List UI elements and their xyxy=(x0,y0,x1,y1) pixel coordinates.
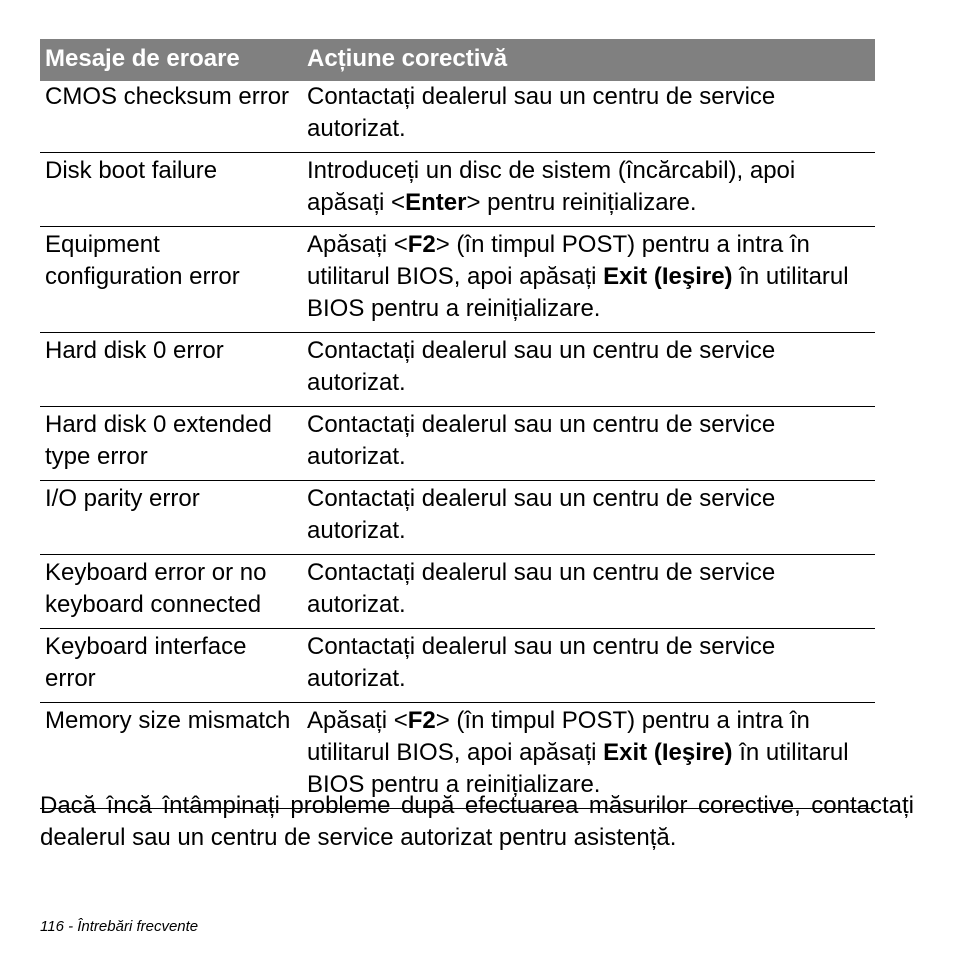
action-key-text: F2 xyxy=(407,707,436,734)
action-text: Apăsați < xyxy=(307,231,408,258)
action-text: > pentru reinițializare. xyxy=(466,189,697,216)
error-message-cell: Hard disk 0 extended type error xyxy=(40,407,302,481)
corrective-action-cell xyxy=(302,555,875,629)
action-text: Apăsați < xyxy=(307,707,408,734)
error-message-cell: Disk boot failure xyxy=(40,153,302,227)
action-text: Contactați dealerul sau un centru de service autorizat. xyxy=(307,83,776,142)
error-message-cell: CMOS checksum error xyxy=(40,81,302,153)
action-text: Contactați dealerul sau un centru de service autorizat. xyxy=(307,337,776,396)
action-key-text: F2 xyxy=(407,231,436,258)
error-message-cell: Equipment configuration error xyxy=(40,227,302,333)
table-row xyxy=(40,481,875,555)
corrective-action-cell xyxy=(302,153,875,227)
table-row xyxy=(40,555,875,629)
error-message-cell: I/O parity error xyxy=(40,481,302,555)
corrective-action-cell xyxy=(302,407,875,481)
action-key-text: Enter xyxy=(405,189,467,216)
table-header-row xyxy=(40,39,875,81)
action-key-text: Exit (Ieşire) xyxy=(603,263,733,290)
error-message-cell: Memory size mismatch xyxy=(40,703,302,809)
action-text: Introduceți un disc de sistem (încărcabil), apoi apăsați < xyxy=(307,157,796,216)
table-row xyxy=(40,153,875,227)
action-key-text: Exit (Ieşire) xyxy=(603,739,733,766)
corrective-action-cell xyxy=(302,333,875,407)
error-messages-table xyxy=(40,39,875,809)
action-text: Contactați dealerul sau un centru de service autorizat. xyxy=(307,559,776,618)
corrective-action-cell xyxy=(302,481,875,555)
table-row xyxy=(40,333,875,407)
action-text: > (în timpul POST) pentru a intra în utilitarul BIOS, apoi apăsați xyxy=(307,707,810,766)
page-footer: 116 - Întrebări frecvente xyxy=(40,918,199,935)
error-message-cell: Hard disk 0 error xyxy=(40,333,302,407)
corrective-action-cell xyxy=(302,629,875,703)
corrective-action-cell xyxy=(302,81,875,153)
table-body xyxy=(40,81,875,809)
action-text: Contactați dealerul sau un centru de service autorizat. xyxy=(307,411,776,470)
table-row xyxy=(40,407,875,481)
table-row xyxy=(40,81,875,153)
action-text: în utilitarul BIOS pentru a reinițializare. xyxy=(307,263,849,322)
action-text: > (în timpul POST) pentru a intra în utilitarul BIOS, apoi apăsați xyxy=(307,231,810,290)
error-message-cell: Keyboard interface error xyxy=(40,629,302,703)
action-text: Contactați dealerul sau un centru de service autorizat. xyxy=(307,633,776,692)
help-paragraph: Dacă încă întâmpinați probleme după efectuarea măsurilor corective, contactați dealerul sau un centru de service autorizat pentru asistență. xyxy=(40,792,914,851)
corrective-action-cell xyxy=(302,227,875,333)
header-error-messages: Mesaje de eroare xyxy=(40,39,302,81)
error-message-cell: Keyboard error or no keyboard connected xyxy=(40,555,302,629)
table-row xyxy=(40,227,875,333)
action-text: în utilitarul BIOS pentru a reinițializare. xyxy=(307,739,849,798)
table-row xyxy=(40,629,875,703)
action-text: Contactați dealerul sau un centru de service autorizat. xyxy=(307,485,776,544)
header-corrective-action: Acțiune corectivă xyxy=(302,39,875,81)
